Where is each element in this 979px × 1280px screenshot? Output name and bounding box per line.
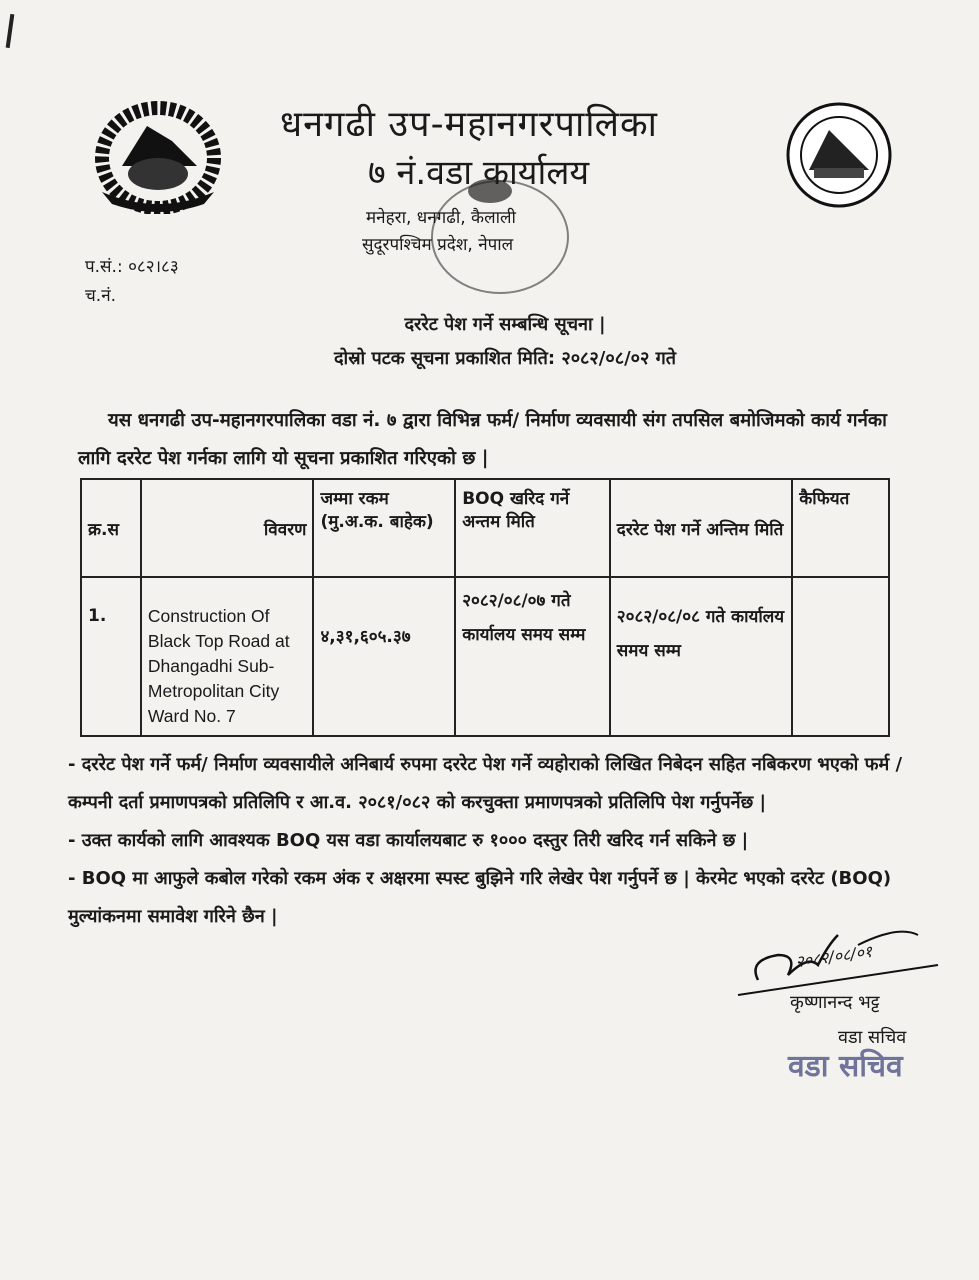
header-serial: क्र.स	[81, 479, 141, 577]
signatory-designation: वडा सचिव	[838, 1027, 907, 1048]
notice-body: यस धनगढी उप-महानगरपालिका वडा नं. ७ द्वारा विभिन्न फर्म/ निर्माण व्यवसायी संग तपसिल बमोजिमको कार्य गर्नका लागि दररेट पेश गर्नका लागि यो सूचना प्रकाशित गरिएको छ |	[78, 410, 887, 469]
margin-mark	[6, 14, 15, 48]
cell-boq-deadline: २०८२/०८/०७ गते कार्यालय समय सम्म	[455, 577, 610, 736]
notes-list	[68, 746, 938, 936]
nepal-emblem-logo	[92, 96, 224, 214]
cell-serial: 1.	[81, 577, 141, 736]
table-row	[81, 577, 889, 736]
tender-table	[80, 478, 890, 737]
signatory-name: कृष्णानन्द भट्ट	[790, 992, 880, 1013]
cell-description: Construction Of Black Top Road at Dhangadhi Sub-Metropolitan City Ward No. 7	[141, 577, 314, 736]
dispatch-number: च.नं.	[85, 286, 117, 306]
cell-rate-deadline: २०८२/०८/०८ गते कार्यालय समय सम्म	[610, 577, 792, 736]
reference-number: प.सं.: ०८२।८३	[85, 257, 179, 277]
office-name: ७ नं.वडा कार्यालय	[368, 153, 590, 193]
header-rate-deadline: दररेट पेश गर्ने अन्तिम मिति	[610, 479, 792, 577]
header-remarks: कैफियत	[792, 479, 889, 577]
notice-subtitle: दोस्रो पटक सूचना प्रकाशित मिति: २०८२/०८/०२ गते	[333, 348, 677, 369]
cell-remarks	[792, 577, 889, 736]
notice-title: दररेट पेश गर्ने सम्बन्धि सूचना |	[404, 314, 606, 335]
header-description: विवरण	[141, 479, 314, 577]
note-item: - BOQ मा आफुले कबोल गरेको रकम अंक र अक्षरमा स्पस्ट बुझिने गरि लेखेर पेश गर्नुपर्ने छ | केरमेट भएको दररेट (BOQ) मुल्यांकनमा समावेश गरिने छैन |	[68, 868, 892, 927]
header-boq-deadline: BOQ खरिद गर्ने अन्तम मिति	[455, 479, 610, 577]
signature-date: २०८२/०८/०१	[794, 941, 874, 972]
cell-amount: ४,३१,६०५.३७	[313, 577, 455, 736]
address-line-2: सुदूरपश्चिम प्रदेश, नेपाल	[362, 235, 514, 255]
note-item: - दररेट पेश गर्ने फर्म/ निर्माण व्यवसायीले अनिबार्य रुपमा दररेट पेश गर्ने व्यहोराको लिखित निबेदन सहित नबिकरण भएको फर्म / कम्पनी दर्ता प्रमाणपत्रको प्रतिलिपि र आ.व. २०८१/०८२ को करचुक्ता प्रमाणपत्रको प्रतिलिपि पेश गर्नुपर्नेछ |	[68, 754, 903, 813]
designation-stamp: वडा सचिव	[788, 1049, 903, 1084]
org-name: धनगढी उप-महानगरपालिका	[280, 104, 659, 145]
table-header-row	[81, 479, 889, 577]
address-line-1: मनेहरा, धनगढी, कैलाली	[366, 208, 516, 228]
note-item: - उक्त कार्यको लागि आवश्यक BOQ यस वडा कार्यालयबाट रु १००० दस्तुर तिरी खरिद गर्न सकिने छ |	[68, 830, 749, 851]
municipality-seal-logo	[784, 100, 894, 210]
header-amount: जम्मा रकम (मु.अ.क. बाहेक)	[313, 479, 455, 577]
